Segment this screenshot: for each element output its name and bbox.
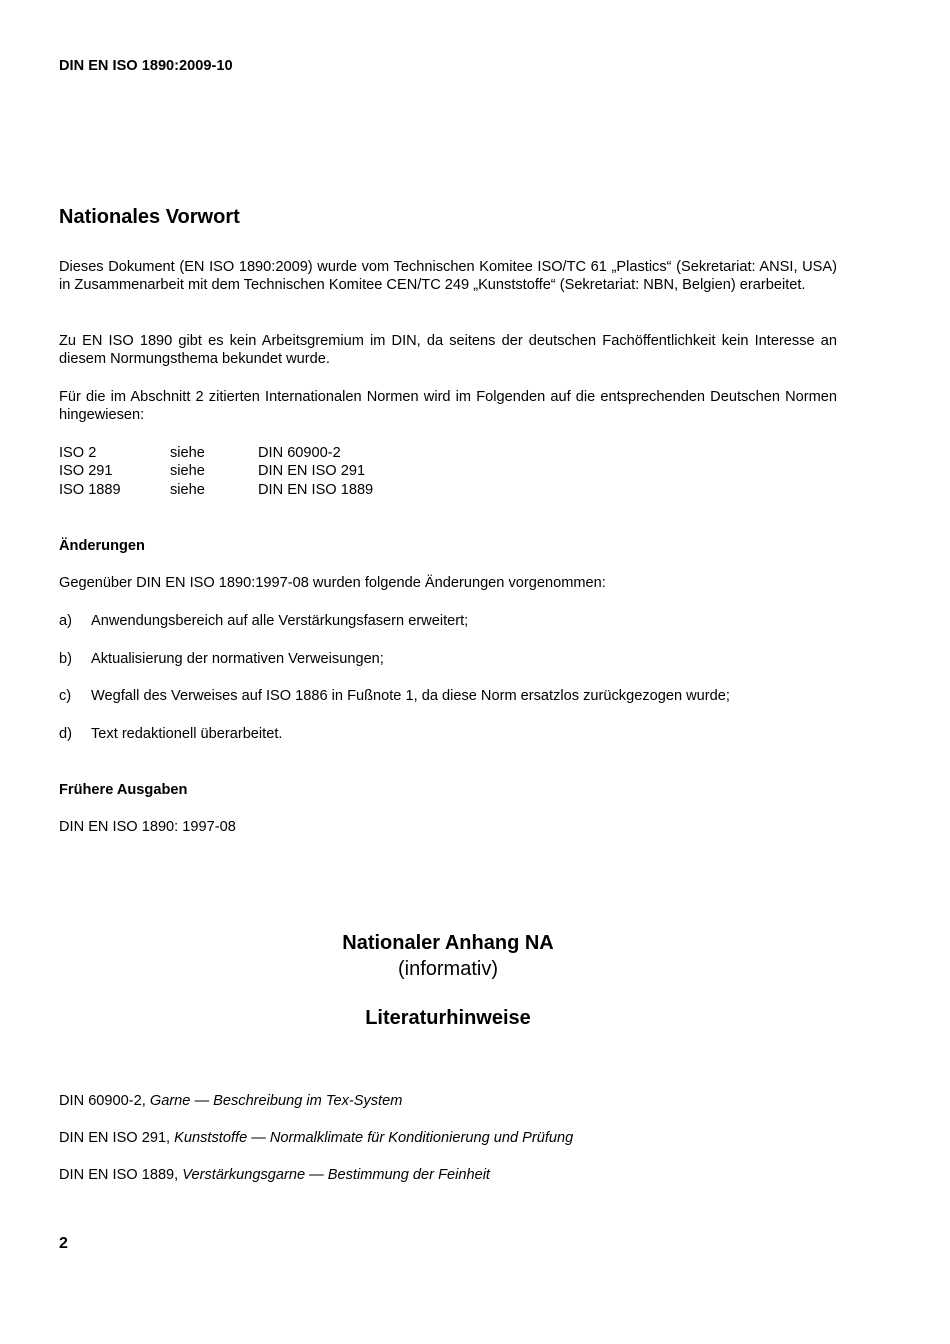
change-item-text: Wegfall des Verweises auf ISO 1886 in Fußnote 1, da diese Norm ersatzlos zurückgezogen wurde; — [91, 688, 730, 704]
literature-entry — [59, 1167, 837, 1183]
see-label: siehe — [170, 481, 205, 498]
foreword-paragraph-2: Zu EN ISO 1890 gibt es kein Arbeitsgremium im DIN, da seitens der deutschen Fachöffentlichkeit kein Interesse an diesem Normungsthema bekundet wurde. — [59, 333, 837, 368]
change-item-label: b) — [59, 651, 72, 667]
reference-table — [59, 444, 837, 499]
reference-row — [59, 444, 837, 462]
annex-subtitle: (informativ) — [397, 958, 498, 980]
iso-standard: ISO 1889 — [59, 481, 121, 498]
foreword-paragraph-1: Dieses Dokument (EN ISO 1890:2009) wurde vom Technischen Komitee ISO/TC 61 „Plastics“ (Sekretariat: ANSI, USA) in Zusammenarbeit mit dem Technischen Komitee CEN/TC 249 „Kunststoffe“ (Sekretariat: NBN, Belgien) erarbeitet. — [59, 259, 837, 294]
literature-work-title: Garne — Beschreibung im Tex-System — [149, 1093, 403, 1109]
previous-editions-heading: Frühere Ausgaben — [59, 782, 188, 798]
document-header: DIN EN ISO 1890:2009-10 — [59, 58, 233, 74]
din-standard: DIN 60900-2 — [258, 445, 341, 461]
annex-title: Nationaler Anhang NA — [342, 932, 554, 954]
literature-title: Literaturhinweise — [365, 1007, 531, 1029]
iso-standard: ISO 291 — [59, 463, 113, 480]
change-item-label: d) — [59, 726, 72, 742]
page-number: 2 — [59, 1235, 68, 1252]
change-item — [59, 725, 837, 743]
see-label: siehe — [170, 463, 205, 480]
changes-heading: Änderungen — [59, 538, 145, 554]
foreword-paragraph-3: Für die im Abschnitt 2 zitierten Internationalen Normen wird im Folgenden auf die entsprechenden Deutschen Normen hingewiesen: — [59, 389, 837, 424]
see-label: siehe — [170, 445, 205, 461]
din-standard: DIN EN ISO 291 — [258, 463, 366, 480]
change-item-label: c) — [59, 688, 72, 704]
change-item — [59, 687, 837, 705]
literature-ref: DIN 60900-2, — [59, 1093, 150, 1109]
change-item — [59, 650, 837, 668]
change-item-text: Anwendungsbereich auf alle Verstärkungsfasern erweitert; — [91, 613, 469, 629]
change-item-text: Aktualisierung der normativen Verweisungen; — [91, 651, 384, 667]
change-item-label: a) — [59, 613, 72, 629]
reference-row — [59, 481, 837, 499]
change-item-text: Text redaktionell überarbeitet. — [91, 726, 283, 742]
literature-work-title: Kunststoffe — Normalklimate für Konditionierung und Prüfung — [174, 1130, 574, 1146]
literature-ref: DIN EN ISO 1889, — [59, 1167, 183, 1183]
din-standard: DIN EN ISO 1889 — [258, 481, 374, 498]
literature-entry — [59, 1093, 837, 1109]
literature-entry — [59, 1130, 837, 1146]
reference-row — [59, 462, 837, 480]
literature-ref: DIN EN ISO 291, — [59, 1130, 175, 1146]
previous-editions-text: DIN EN ISO 1890: 1997-08 — [59, 819, 236, 835]
iso-standard: ISO 2 — [59, 445, 97, 461]
foreword-title: Nationales Vorwort — [59, 206, 240, 228]
literature-work-title: Verstärkungsgarne — Bestimmung der Feinheit — [182, 1167, 490, 1183]
changes-intro: Gegenüber DIN EN ISO 1890:1997-08 wurden folgende Änderungen vorgenommen: — [59, 575, 606, 591]
change-item — [59, 612, 837, 630]
